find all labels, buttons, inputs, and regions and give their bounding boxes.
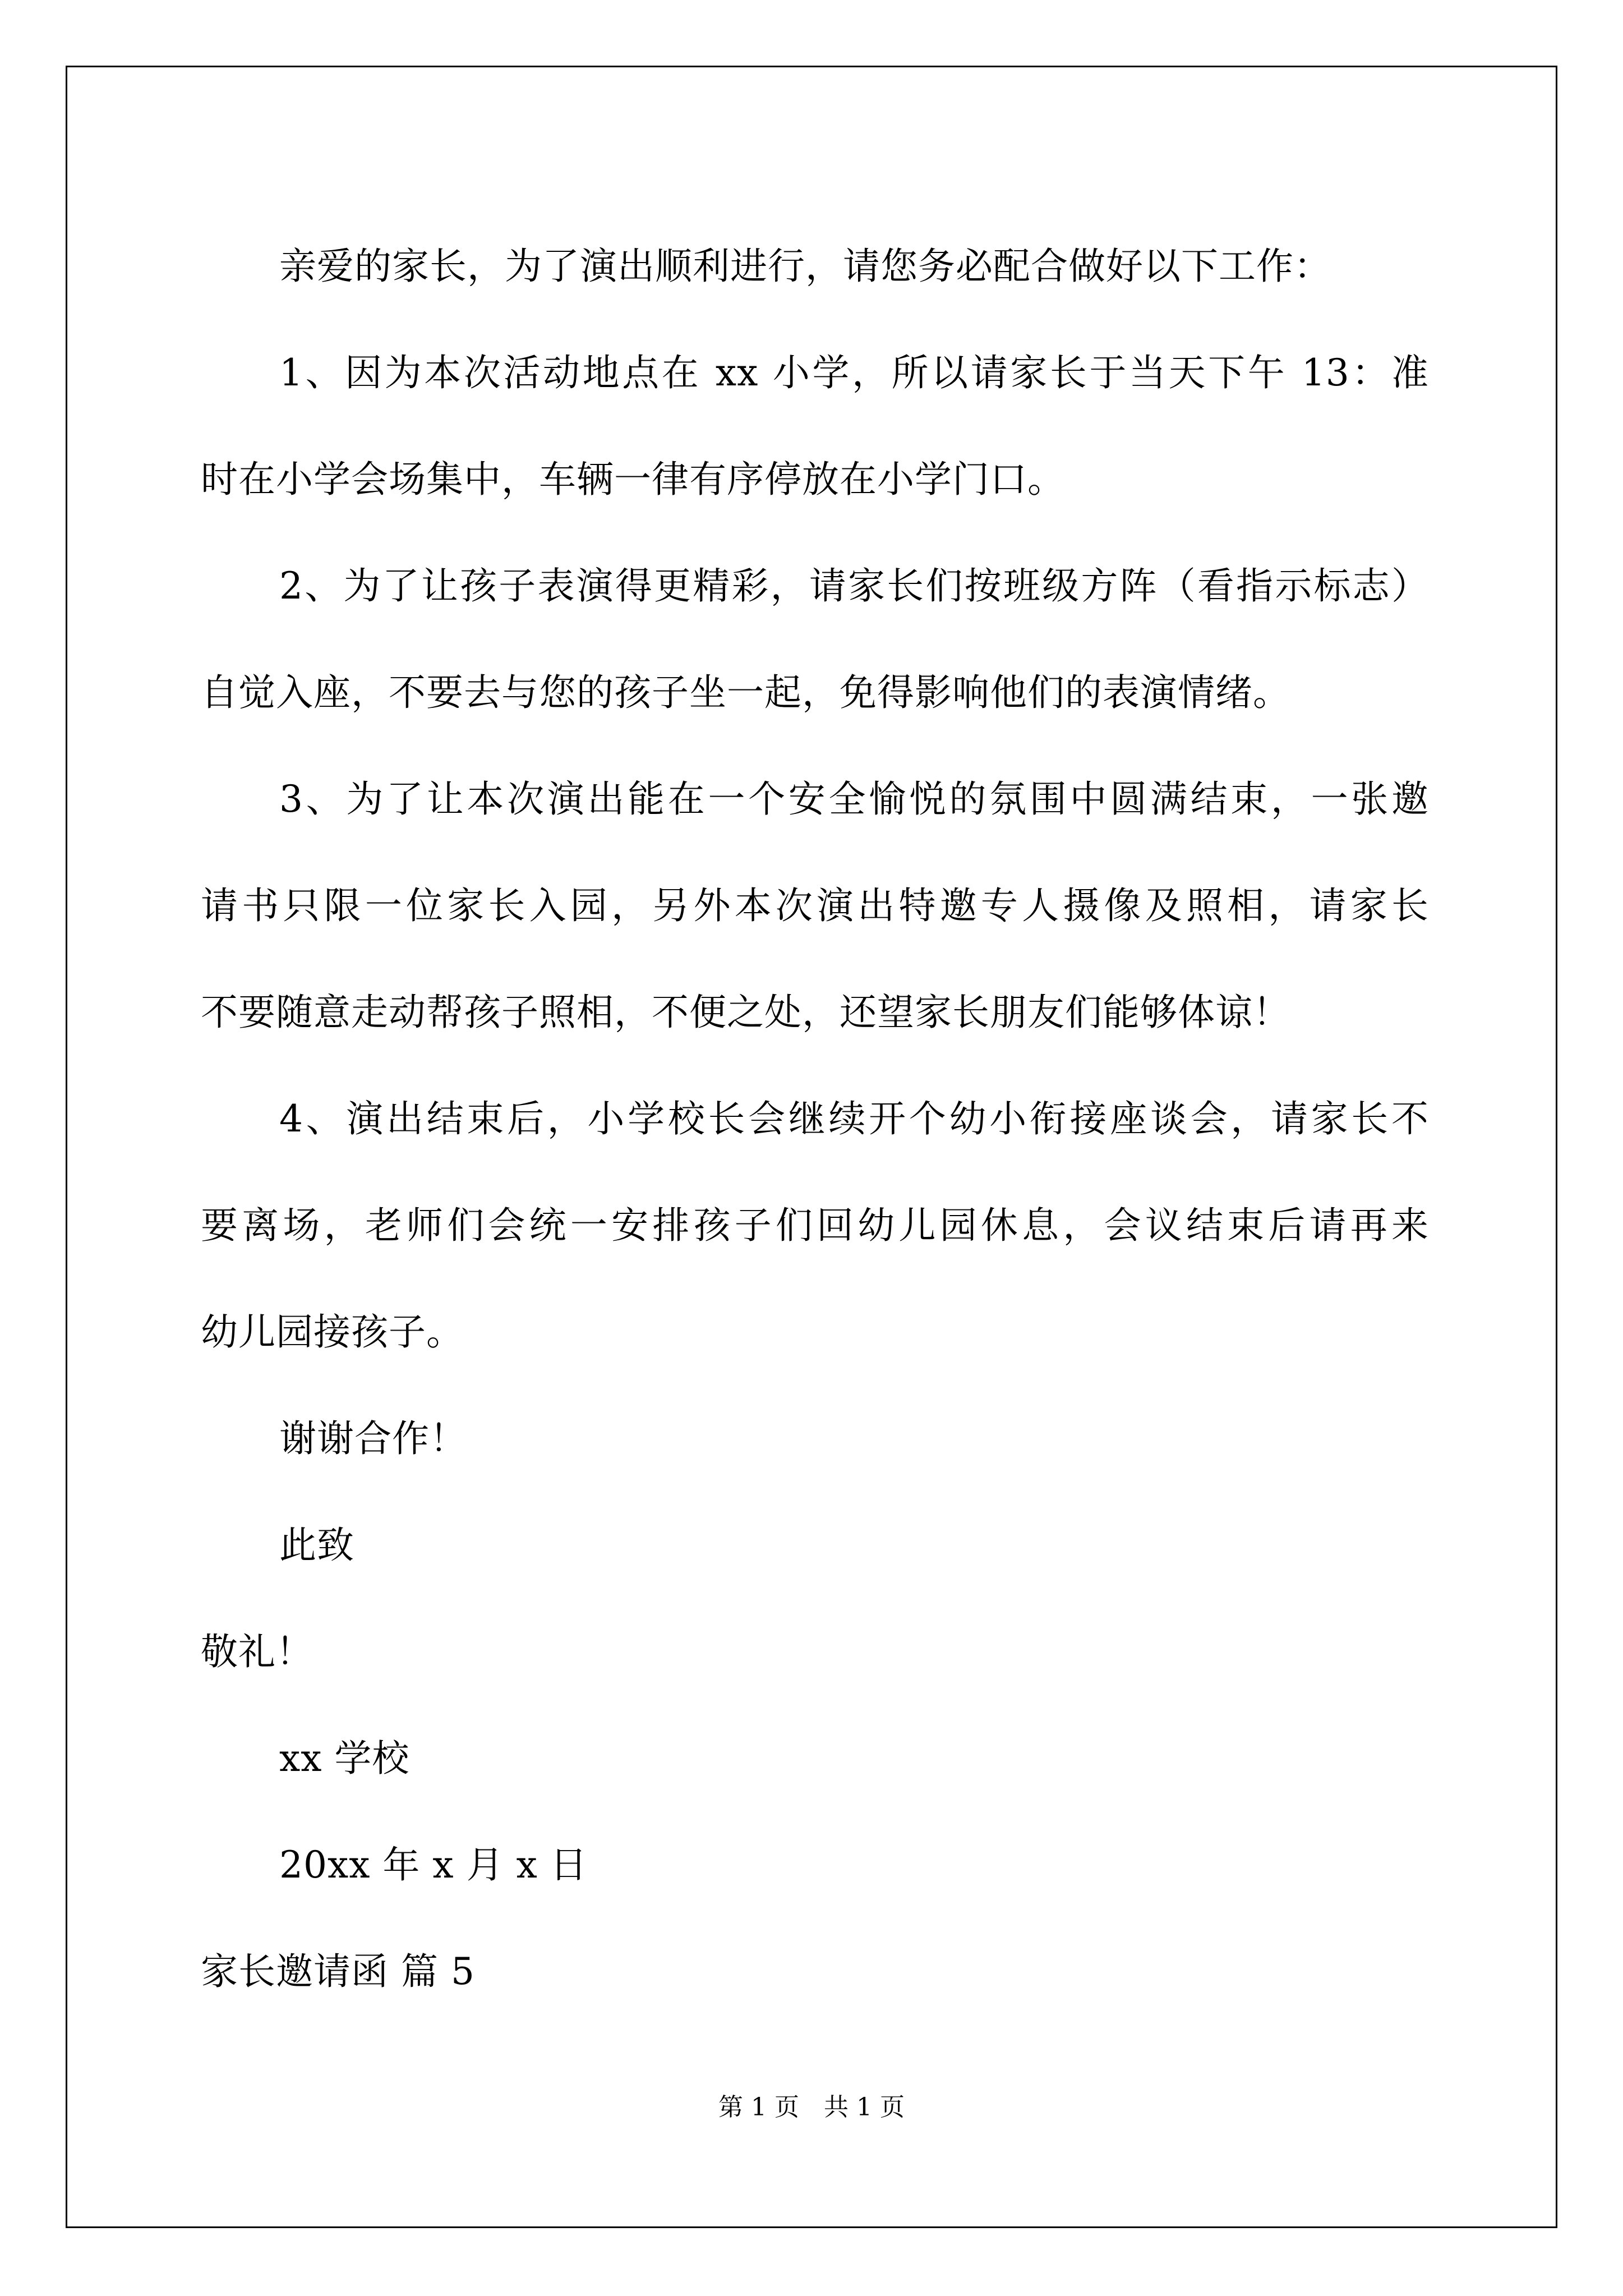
item-4-line-1: 4、演出结束后，小学校长会继续开个幼小衔接座谈会，请家长不 bbox=[279, 1097, 1429, 1140]
thanks-line: 谢谢合作！ bbox=[279, 1417, 467, 1460]
section-heading: 家长邀请函 篇 5 bbox=[201, 1950, 475, 1993]
signature-school: xx 学校 bbox=[279, 1737, 410, 1780]
signature-date: 20xx 年 x 月 x 日 bbox=[279, 1843, 588, 1887]
item-3-line-2: 请书只限一位家长入园，另外本次演出特邀专人摄像及照相，请家长 bbox=[201, 884, 1429, 927]
item-1-line-1: 1、因为本次活动地点在 xx 小学，所以请家长于当天下午 13：准 bbox=[279, 351, 1429, 394]
document-body bbox=[201, 213, 1429, 2025]
salutation-line: 敬礼！ bbox=[201, 1630, 313, 1673]
item-4-line-3: 幼儿园接孩子。 bbox=[201, 1310, 464, 1354]
closing-line: 此致 bbox=[279, 1524, 354, 1567]
item-4-line-2: 要离场，老师们会统一安排孩子们回幼儿园休息，会议结束后请再来 bbox=[201, 1204, 1429, 1247]
item-2-line-2: 自觉入座，不要去与您的孩子坐一起，免得影响他们的表演情绪。 bbox=[201, 671, 1290, 714]
item-2-line-1: 2、为了让孩子表演得更精彩，请家长们按班级方阵（看指示标志） bbox=[279, 564, 1429, 608]
greeting-line: 亲爱的家长，为了演出顺利进行，请您务必配合做好以下工作： bbox=[279, 245, 1331, 288]
item-3-line-1: 3、为了让本次演出能在一个安全愉悦的氛围中圆满结束，一张邀 bbox=[279, 777, 1429, 821]
item-3-line-3: 不要随意走动帮孩子照相，不便之处，还望家长朋友们能够体谅！ bbox=[201, 991, 1290, 1034]
item-1-line-2: 时在小学会场集中，车辆一律有序停放在小学门口。 bbox=[201, 458, 1065, 501]
page-number-footer: 第 1 页 共 1 页 bbox=[718, 2093, 905, 2122]
